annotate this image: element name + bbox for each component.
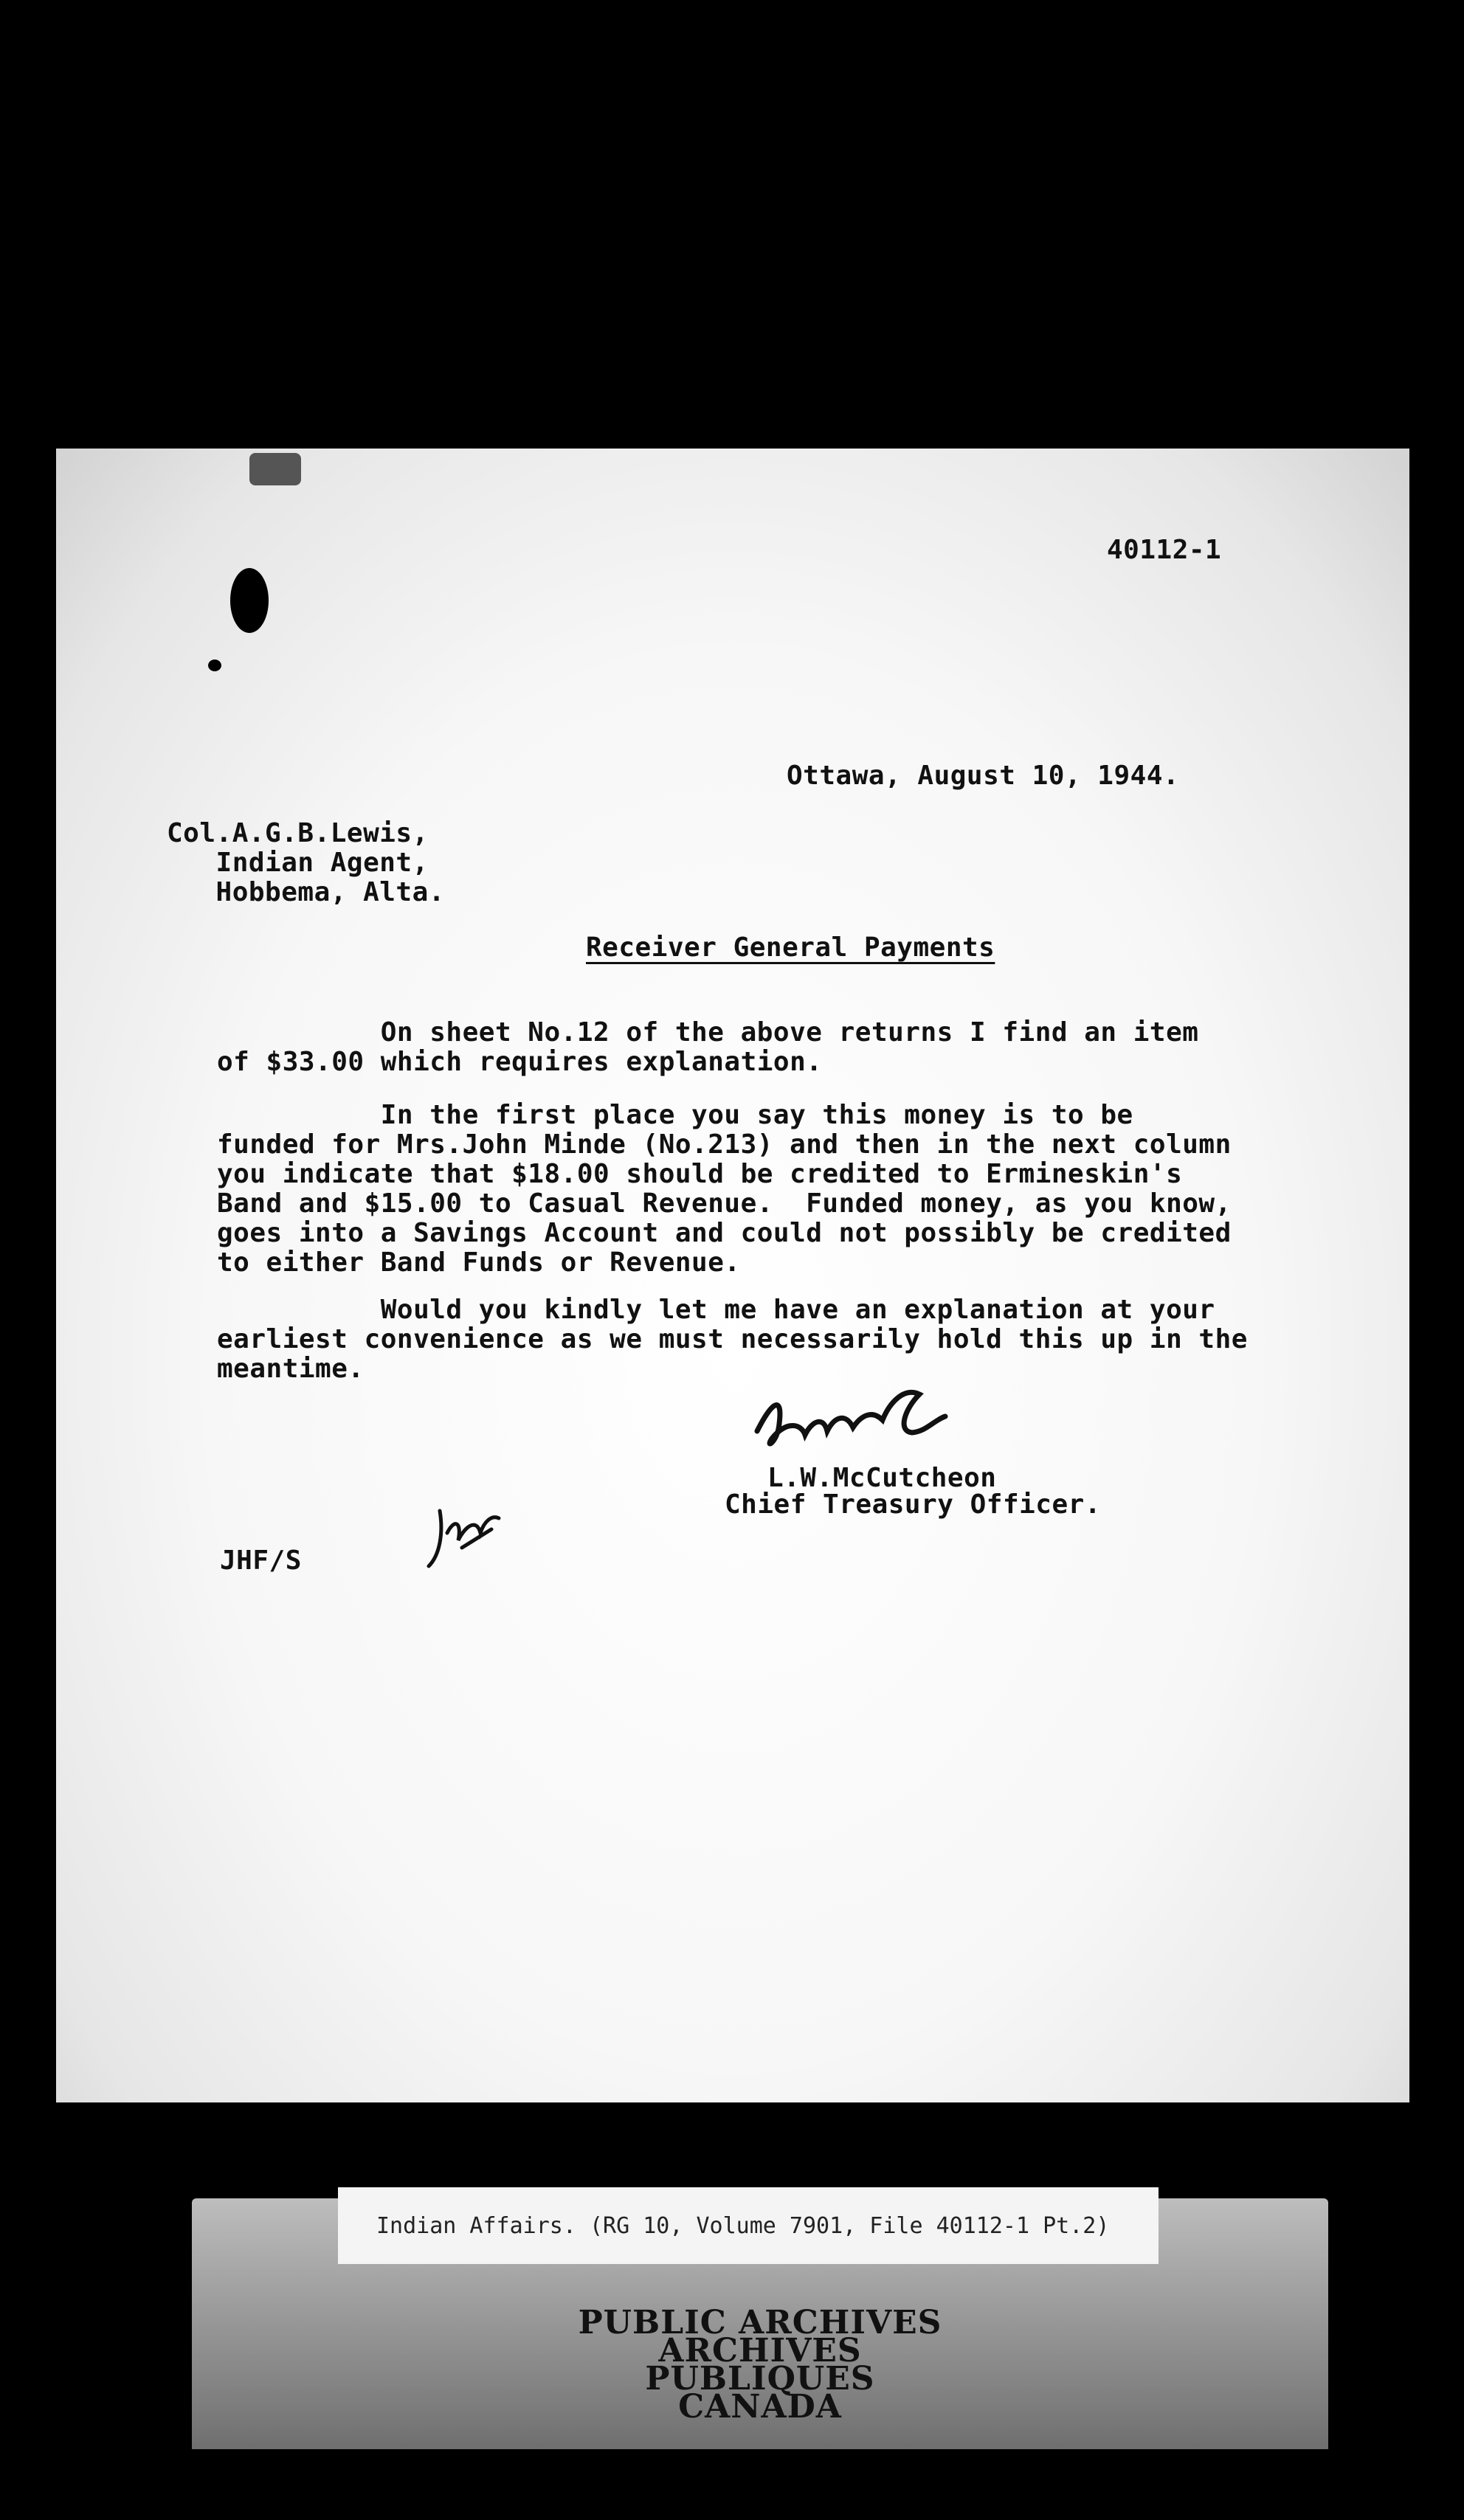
archive-stamp	[561, 2304, 959, 2426]
paragraph-line: funded for Mrs.John Minde (No.213) and then in the next column	[217, 1129, 1232, 1160]
handwritten-initials	[418, 1496, 506, 1577]
signatory-name: L.W.McCutcheon	[767, 1463, 997, 1493]
file-number: 40112-1	[1107, 535, 1222, 565]
paragraph-line: Band and $15.00 to Casual Revenue. Funded money, as you know,	[217, 1188, 1232, 1219]
signatory-title: Chief Treasury Officer.	[725, 1489, 1101, 1520]
paragraph-line: to either Band Funds or Revenue.	[217, 1247, 741, 1278]
subject-heading: Receiver General Payments	[586, 932, 995, 963]
place-date: Ottawa, August 10, 1944.	[787, 761, 1180, 791]
addressee-line: Hobbema, Alta.	[167, 877, 445, 907]
addressee-line: Indian Agent,	[167, 848, 429, 878]
typist-initials: JHF/S	[220, 1545, 302, 1576]
addressee-block	[167, 819, 445, 907]
paragraph-line: of $33.00 which requires explanation.	[217, 1047, 823, 1077]
paragraph-line: you indicate that $18.00 should be credited to Ermineskin's	[217, 1159, 1183, 1189]
punch-hole	[230, 568, 269, 633]
stamp-line: ARCHIVES PUBLIQUES	[645, 2332, 875, 2398]
stamp-line: CANADA	[678, 2388, 842, 2426]
staple-mark	[249, 453, 301, 485]
letter-page	[56, 449, 1409, 2102]
paragraph-line: goes into a Savings Account and could not possibly be credited	[217, 1218, 1232, 1248]
paragraph-line: Would you kindly let me have an explanation at your	[217, 1295, 1215, 1325]
paragraph-3	[217, 1295, 1248, 1384]
paragraph-1	[217, 1018, 1198, 1077]
stamp-line: PUBLIC ARCHIVES	[578, 2304, 942, 2341]
paragraph-line: In the first place you say this money is to be	[217, 1100, 1133, 1130]
punch-hole-small	[208, 660, 221, 671]
archive-reference: Indian Affairs. (RG 10, Volume 7901, File 40112-1 Pt.2)	[376, 2213, 1110, 2239]
handwritten-signature	[742, 1380, 986, 1468]
paragraph-line: earliest convenience as we must necessarily hold this up in the	[217, 1324, 1248, 1354]
paragraph-line: meantime.	[217, 1354, 365, 1384]
paragraph-line: On sheet No.12 of the above returns I find an item	[217, 1017, 1199, 1048]
addressee-line: Col.A.G.B.Lewis,	[167, 818, 429, 848]
paragraph-2	[217, 1101, 1232, 1278]
